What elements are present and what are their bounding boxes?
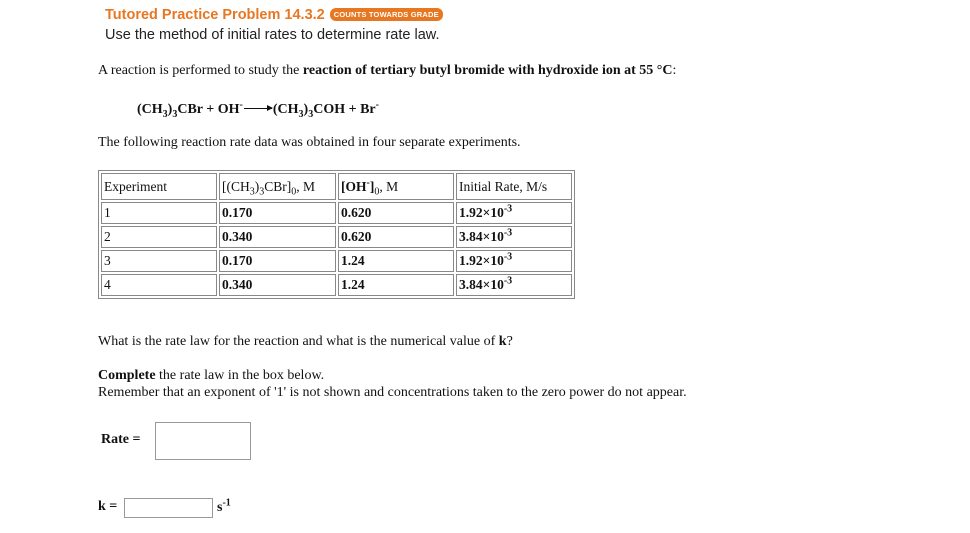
cell-conc2: 1.24	[338, 250, 454, 272]
reaction-equation	[137, 99, 379, 120]
table-row	[101, 202, 572, 224]
header-conc-tbutyl-bromide: $[(CH_3)_3CBr]_0$, M	[219, 173, 336, 200]
cell-rate: $3.84\times 10^{-3}$	[456, 226, 572, 248]
cell-rate: $3.84\times 10^{-3}$	[456, 274, 572, 296]
cell-conc2: 1.24	[338, 274, 454, 296]
cell-rate: $1.92\times 10^{-3}$	[456, 250, 572, 272]
question-prefix: What is the rate law for the reaction and what is the numerical value of	[98, 334, 499, 349]
intro-text	[98, 63, 676, 79]
eq-sub: 3	[172, 108, 178, 120]
rate-data-table	[98, 170, 575, 299]
intro-suffix: :	[672, 63, 677, 78]
k-unit-base: s	[217, 500, 223, 515]
instruction-bold: Complete	[98, 368, 156, 383]
eq-sup: -	[239, 99, 243, 111]
eq-part: )	[303, 102, 309, 117]
instruction-line-1	[98, 368, 324, 384]
k-unit-exp: -1	[222, 497, 231, 509]
header-conc-hydroxide: $[OH^-]_0$, M	[338, 173, 454, 200]
cell-conc2: 0.620	[338, 202, 454, 224]
k-value-input[interactable]	[124, 498, 213, 518]
eq-part: (CH	[137, 102, 163, 117]
cell-experiment: 4	[101, 274, 217, 296]
eq-part: CBr + OH	[177, 102, 240, 117]
question-bold: k	[498, 334, 507, 349]
table-row	[101, 250, 572, 272]
instruction-line-2: Remember that an exponent of '1' is not shown and concentrations taken to the zero power do not appear.	[98, 385, 687, 400]
table-row	[101, 274, 572, 296]
counts-towards-grade-badge: COUNTS TOWARDS GRADE	[330, 8, 443, 21]
k-label: k =	[98, 499, 118, 514]
cell-experiment: 2	[101, 226, 217, 248]
cell-conc1: 0.170	[219, 202, 336, 224]
table-header-row	[101, 173, 572, 200]
eq-sub: 3	[298, 108, 304, 120]
eq-sup: -	[375, 99, 379, 111]
eq-sub: 3	[308, 108, 314, 120]
cell-conc1: 0.340	[219, 226, 336, 248]
problem-title	[105, 7, 443, 23]
intro-bold: reaction of tertiary butyl bromide with hydroxide ion at 55 °C	[302, 63, 673, 78]
table-row	[101, 226, 572, 248]
question-text	[98, 334, 513, 350]
eq-part: (CH	[272, 102, 299, 117]
cell-experiment: 3	[101, 250, 217, 272]
header-initial-rate: Initial Rate, M/s	[456, 173, 572, 200]
cell-conc1: 0.340	[219, 274, 336, 296]
cell-rate: $1.92\times 10^{-3}$	[456, 202, 572, 224]
data-intro-text: The following reaction rate data was obtained in four separate experiments.	[98, 135, 521, 150]
k-unit	[217, 497, 231, 516]
header-experiment: Experiment	[101, 173, 217, 200]
rate-law-input[interactable]	[155, 422, 251, 460]
cell-experiment: 1	[101, 202, 217, 224]
rate-label: Rate =	[101, 432, 141, 447]
reaction-arrow-icon	[244, 108, 272, 109]
problem-title-text: Tutored Practice Problem 14.3.2	[105, 7, 325, 23]
question-suffix: ?	[506, 334, 513, 349]
problem-subtitle: Use the method of initial rates to determine rate law.	[105, 27, 440, 43]
eq-part: COH + Br	[313, 102, 376, 117]
instruction-rest: the rate law in the box below.	[155, 368, 325, 383]
eq-part: )	[167, 102, 173, 117]
cell-conc1: 0.170	[219, 250, 336, 272]
eq-sub: 3	[162, 108, 168, 120]
cell-conc2: 0.620	[338, 226, 454, 248]
intro-prefix: A reaction is performed to study the	[98, 63, 303, 78]
